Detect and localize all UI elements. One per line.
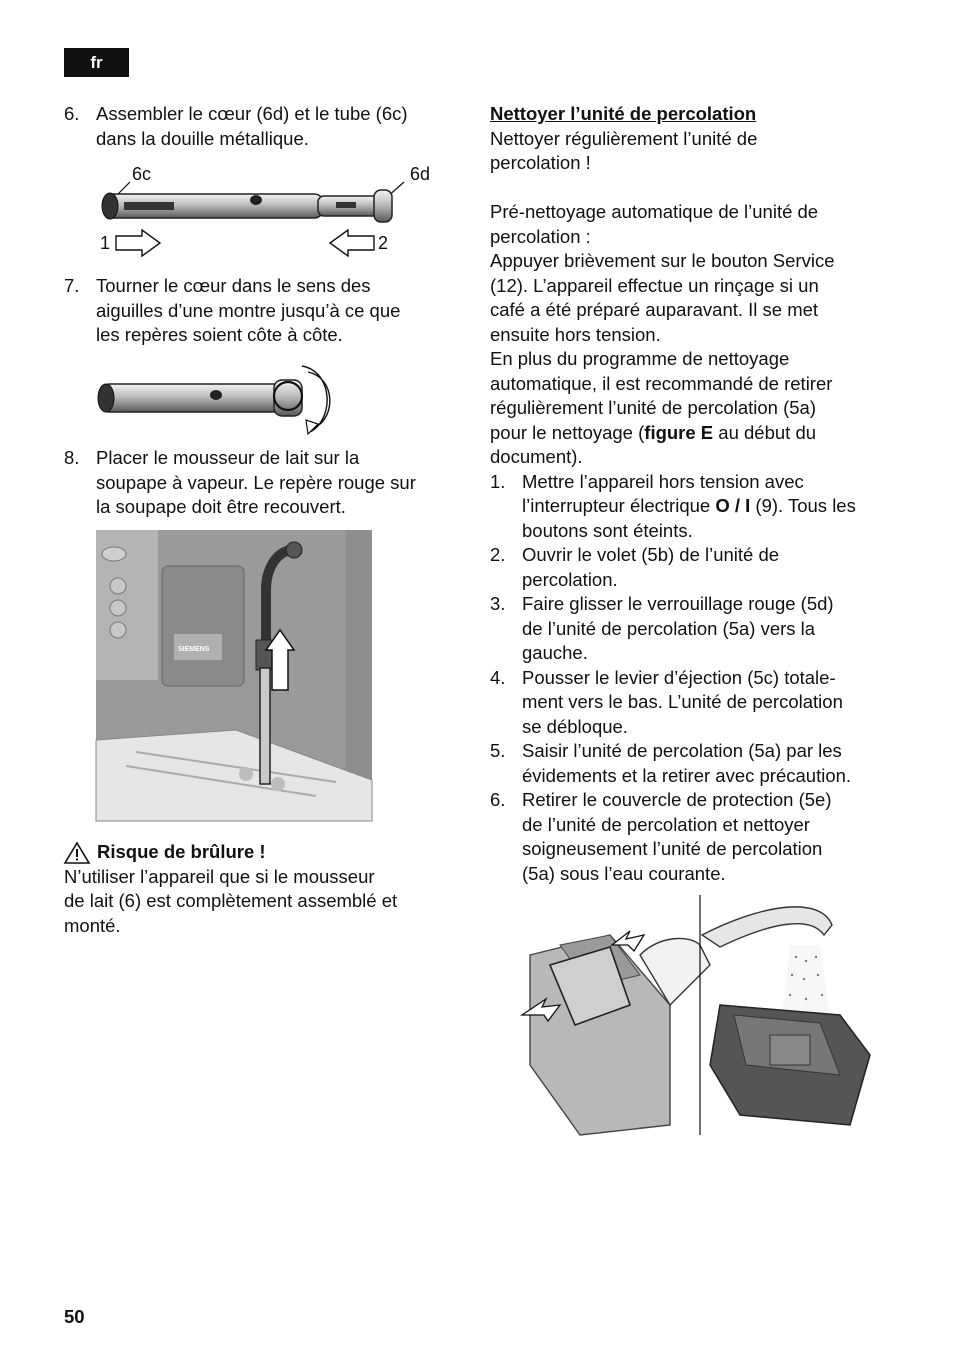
clean-step-1: 1. Mettre l’appareil hors tension avec l’interrupteur électrique O / I (9). Tous les boutons sont éteints.: [490, 470, 856, 541]
step-number: 1.: [490, 470, 506, 492]
para-line: régulièrement l’unité de percolation (5a): [490, 397, 816, 418]
step-line: aiguilles d’une montre jusqu’à ce que: [96, 299, 401, 321]
warning-line: de lait (6) est complètement assemblé et: [64, 890, 398, 911]
para-line: Pré-nettoyage automatique de l’unité de: [490, 201, 819, 222]
clean-step-5: 5. Saisir l’unité de percolation (5a) par les évidements et la retirer avec précaution.: [490, 740, 852, 786]
step-line: la soupape doit être recouvert.: [96, 496, 346, 517]
para-line: Appuyer brièvement sur le bouton Service: [490, 250, 835, 271]
section-heading: Nettoyer l’unité de percolation: [490, 103, 757, 124]
step-number: 7.: [64, 275, 80, 296]
step-number: 6.: [490, 789, 506, 810]
right-column: [490, 102, 900, 886]
warning-line: N’utiliser l’appareil que si le mousseur: [64, 865, 375, 887]
intro-line: percolation !: [490, 152, 591, 173]
warning-block: [64, 840, 464, 938]
step-number: 5.: [490, 740, 506, 761]
para-line: automatique, il est recommandé de retirer: [490, 372, 833, 394]
para-line: ensuite hors tension.: [490, 323, 661, 345]
figure-reference: figure E: [644, 421, 714, 443]
arrow-left-icon: [330, 230, 374, 256]
brand-label: SIEMENS: [178, 646, 210, 653]
para-line: document).: [490, 446, 583, 467]
step-number: 4.: [490, 666, 506, 688]
step-line: les repères soient côte à côte.: [96, 324, 343, 345]
step-line: Assembler le cœur (6d) et le tube (6c): [96, 103, 408, 124]
para-line: (12). L’appareil effectue un rinçage si un: [490, 274, 819, 296]
label-6d: 6d: [410, 164, 431, 184]
power-switch-label: O / I: [715, 495, 751, 516]
step-line: Placer le mousseur de lait sur la: [96, 447, 360, 468]
clean-step-3: 3. Faire glisser le verrouillage rouge (5d) de l’unité de percolation (5a) vers la gauche.: [490, 593, 834, 663]
step-number: 3.: [490, 593, 506, 614]
para-line: percolation :: [490, 225, 591, 247]
intro-line: Nettoyer régulièrement l’unité de: [490, 127, 758, 149]
step-line: dans la douille métallique.: [96, 127, 309, 149]
faucet: [702, 907, 832, 947]
label-1: 1: [100, 233, 111, 253]
para-line: café a été préparé auparavant. Il se met: [490, 299, 819, 320]
step-line: Tourner le cœur dans le sens des: [96, 275, 371, 296]
tube-assembly-figure: [96, 158, 431, 258]
warning-line: monté.: [64, 914, 121, 936]
para-line: pour le nettoyage (figure E au début du: [490, 421, 817, 443]
clean-step-2: 2. Ouvrir le volet (5b) de l’unité de percolation.: [490, 544, 780, 590]
brewing-unit-cleaning-figure: [520, 895, 880, 1135]
para-line: En plus du programme de nettoyage: [490, 348, 790, 369]
arrow-right-icon: [116, 230, 160, 256]
label-2: 2: [378, 233, 389, 253]
step-number: 8.: [64, 447, 80, 468]
step-line: soupape à vapeur. Le repère rouge sur: [96, 471, 416, 493]
step-number: 6.: [64, 103, 80, 124]
warning-icon: [64, 842, 90, 864]
page-number: 50: [64, 1306, 85, 1327]
frother-tube: [260, 668, 270, 784]
clean-step-4: 4. Pousser le levier d’éjection (5c) totale- ment vers le bas. L’unité de percolation se débloque.: [490, 666, 843, 737]
step-number: 2.: [490, 544, 506, 565]
clean-step-6: 6. Retirer le couvercle de protection (5e) de l’unité de percolation et nettoyer soigneusement l’unité de percolation (5a) sous l’eau courante.: [490, 789, 832, 884]
coffee-machine-figure: [96, 530, 372, 821]
language-tab: fr: [64, 48, 129, 77]
label-6c: 6c: [132, 164, 152, 184]
rotate-core-figure: [96, 364, 346, 434]
warning-title: Risque de brûlure !: [97, 841, 266, 862]
